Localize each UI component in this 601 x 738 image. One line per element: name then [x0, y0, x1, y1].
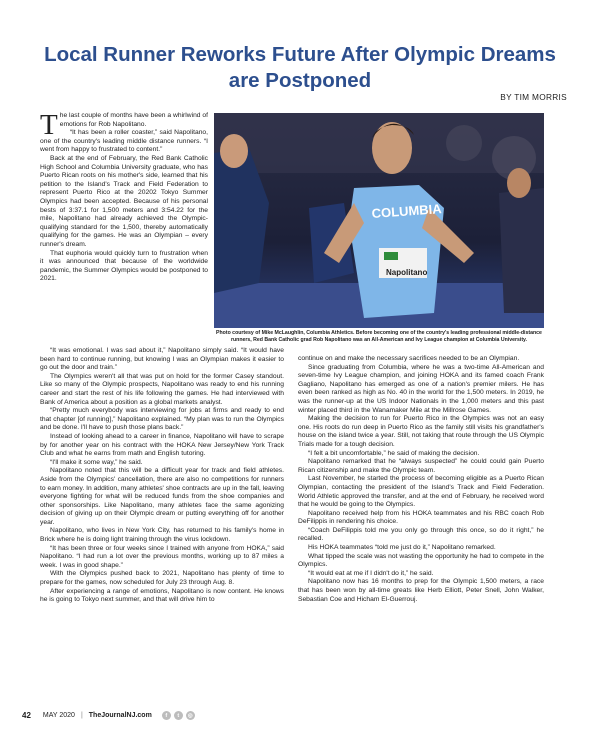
article-paragraph: “I'll make it some way,” he said. — [50, 458, 143, 466]
article-paragraph: Napolitano remarked that he “always suspected” he could could gain Puerto Rican citizenship and make the Olympic team. — [298, 458, 544, 474]
article-paragraph: “It would eat at me if I didn't do it,” he said. — [308, 569, 434, 577]
article-paragraph: “It was emotional. I was sad about it,” Napolitano simply said. “It would have been hard to continue running, but knowing I was an Olympian makes it easier to go out the door and train.” — [40, 347, 284, 372]
social-icons — [162, 711, 195, 720]
article-paragraph: After experiencing a range of emotions, Napolitano is now content. He knows he is going to Tokyo next summer, and that will drive him to — [40, 587, 284, 604]
article-paragraph: Napolitano, who lives in New York City, has returned to his family's home in Brick where he is doing light training through the virus lockdown. — [40, 527, 284, 544]
article-column-3 — [298, 355, 544, 604]
article-paragraph: “It has been a roller coaster,” said Napolitano, one of the country's leading middle distance runners. “I went from happy to frustrated to content.” — [40, 129, 208, 154]
article-paragraph: “I felt a bit uncomfortable,” he said of making the decision. — [308, 449, 480, 457]
article-paragraph: “Coach DeFilippis told me you only go through this once, so do it right,” he recalled. — [298, 526, 544, 543]
article-column-2 — [40, 347, 284, 605]
article-paragraph: Napolitano now has 16 months to prep for the Olympic 1,500 meters, a race that has been won by all-time greats like Herb Elliott, Peter Snell, John Walker, Sebastian Coe and Hicham El-Guerrouj. — [298, 578, 544, 603]
article-paragraph: Napolitano received help from his HOKA teammates and his RBC coach Rob DeFilippis in rendering his choice. — [298, 509, 544, 526]
article-paragraph: “Pretty much everybody was interviewing for jobs at firms and ready to end that chapter [of running],” Napolitano explained. “My plan was to run the Olympics and be done. I'll have to push those plans back.” — [40, 407, 284, 432]
photo-bib-text: Napolitano — [386, 268, 428, 277]
article-paragraph: “It has been three or four weeks since I trained with anyone from HOKA,” said Napolitano. “I had run a lot over the previous months, working up to 87 miles a week. I was in good shape.” — [40, 544, 284, 569]
article-paragraph: What tipped the scale was not wasting the opportunity he had to compete in the Olympics. — [298, 552, 544, 569]
article-headline: Local Runner Reworks Future After Olympic Dreams are Postponed — [44, 43, 556, 92]
article-byline: BY TIM MORRIS — [500, 92, 567, 102]
article-paragraph: That euphoria would quickly turn to frustration when it was announced that because of the worldwide pandemic, the Summer Olympics would be postponed to 2021. — [40, 249, 208, 283]
page-footer — [22, 711, 195, 720]
article-column-1 — [40, 109, 208, 284]
article-paragraph: His HOKA teammates “told me just do it,” Napolitano remarked. — [308, 544, 496, 552]
facebook-icon[interactable]: f — [162, 711, 171, 720]
article-photo — [214, 113, 544, 328]
article-paragraph: Last November, he started the process of becoming eligible as a Puerto Rican Olympian, contacting the president of the Island's Track and Field Federation. World Athletic approved the transfer, and at the end of February, he received word that he would be going to the Olympics. — [298, 475, 544, 509]
article-paragraph: Making the decision to run for Puerto Rico in the Olympics was not an easy one. His roots do run deep in Puerto Rico as the family still visits his grandfather's house on the island twice a year. Still, not taking that route through the US Olympic Trials made for a tough decision. — [298, 415, 544, 448]
article-paragraph: Napolitano noted that this will be a difficult year for track and field athletes. Aside from the Olympics' cancellation, there are also no competitions for runners to earn money. In addition, many athletes' shoe contracts are up in the fall, leaving everyone fighting for what will be reduced funds from the shoe companies and other sponsorships. Like Napolitano, many athletes face the same agonizing decision of giving up on their Olympic dream or putting everything off for another year. — [40, 467, 284, 526]
drop-cap: T — [40, 109, 58, 141]
article-paragraph: The Olympics weren't all that was put on hold for the former Casey standout. Like so many of the Olympic prospects, Napolitano was ready to end his running career and start the rest of his life following the games. He had interviewed with Bank of America about a position as a global markets analyst. — [40, 372, 284, 406]
article-paragraph: continue on and make the necessary sacrifices needed to be an Olympian. — [298, 355, 520, 362]
footer-separator: | — [80, 712, 83, 719]
instagram-icon[interactable]: ◎ — [186, 711, 195, 720]
runners-photo-illustration — [214, 113, 544, 328]
issue-date: MAY 2020 — [42, 712, 75, 719]
page-number: 42 — [22, 711, 31, 720]
article-paragraph: Instead of looking ahead to a career in finance, Napolitano will have to scrape by for another year on his contract with the HOKA New Jersey/New York Track Club and what he earns from math and English tutoring. — [40, 432, 284, 458]
article-paragraph: Back at the end of February, the Red Bank Catholic High School and Columbia University graduate, who has Puerto Rican roots on his mother's side, learned that his petition to the Island's Track and Field Federation to represent Puerto Rico at the 20202 Tokyo Summer Olympics had been accepted. Because of his personal bests of 3:37.1 for 1,500 meters and 3:54.22 for the mile, Napolitano had already achieved the Olympic-qualifying standard for the 1,500, thereby automatically qualifying for the games. He was an Olympian – every runner's dream. — [40, 154, 208, 248]
photo-singlet-text: COLUMBIA — [371, 201, 443, 221]
article-paragraph: With the Olympics pushed back to 2021, Napolitano has plenty of time to prepare for the games, now scheduled for July 23 through Aug. 8. — [40, 570, 284, 587]
article-paragraph: The last couple of months have been a whirlwind of emotions for Rob Napolitano. — [40, 109, 208, 141]
site-link[interactable]: TheJournalNJ.com — [88, 712, 152, 719]
article-paragraph: Since graduating from Columbia, where he was a two-time All-American and seven-time Ivy League champion, and joining HOKA and its famed coach Frank Gagliano, Napolitano has emerged as one of a nation's premier milers. He has even been ranked as high as No. 40 in the world for the 1,500 meters. In 2019, he was the runner-up at the US Indoor Nationals in the 1,000 meters and this past winter placed third in the Wanamaker Mile at the Millrose Games. — [298, 363, 544, 414]
photo-caption: Photo courtesy of Mike McLaughlin, Columbia Athletics. Before becoming one of the country's leading professional middle-distance runners, Red Bank Catholic grad Rob Napolitano was an All-American and Ivy League champion at Columbia University. — [216, 330, 542, 344]
twitter-icon[interactable]: t — [174, 711, 183, 720]
